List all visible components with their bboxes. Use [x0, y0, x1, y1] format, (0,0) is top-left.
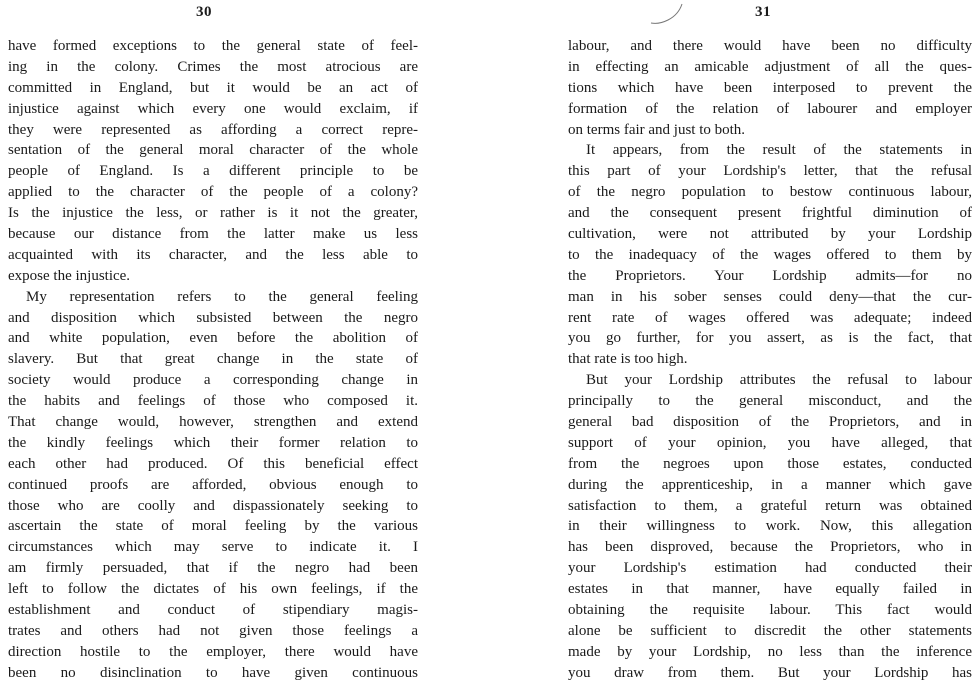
text-line: rent rate of wages offered was adequate; indeed: [568, 309, 972, 326]
text-line: slavery. But that great change in the state of: [8, 351, 418, 368]
page-number: 31: [755, 4, 771, 20]
text-line: during the apprenticeship, in a manner which gave: [568, 476, 972, 493]
text-line: has been disproved, because the Proprietors, who in: [568, 539, 972, 556]
text-line: acquainted with its character, and the less able to: [8, 246, 418, 263]
text-line: applied to the character of the people of a colony?: [8, 184, 418, 201]
pencil-mark-icon: [648, 2, 688, 30]
text-line: That change would, however, strengthen and extend: [8, 414, 418, 431]
text-line: labour, and there would have been no difficulty: [568, 38, 972, 54]
left-page: [8, 0, 418, 681]
text-line: people of England. Is a different principle to be: [8, 163, 418, 180]
text-line: principally to the general misconduct, and the: [568, 393, 972, 410]
text-line: circumstances which may serve to indicate it. I: [8, 539, 418, 556]
text-line: formation of the relation of labourer and employer: [568, 100, 972, 117]
text-line: cultivation, were not attributed by your Lordship: [568, 226, 972, 243]
text-line: ascertain the state of moral feeling by the various: [8, 518, 418, 535]
text-line: the Proprietors. Your Lordship admits—for no: [568, 267, 972, 284]
text-line: ing in the colony. Crimes the most atrocious are: [8, 58, 418, 75]
text-line: from the negroes upon those estates, conducted: [568, 455, 972, 472]
text-line: My representation refers to the general feeling: [26, 288, 418, 305]
text-line: to the inadequacy of the wages offered to them by: [568, 246, 972, 263]
text-line: general bad disposition of the Proprietors, and in: [568, 414, 972, 431]
text-line: But your Lordship attributes the refusal to labour: [586, 372, 972, 389]
right-page: [568, 0, 972, 681]
text-line: committed in England, but it would be an act of: [8, 79, 418, 96]
text-line: have formed exceptions to the general state of feel-: [8, 38, 418, 54]
page-number: 30: [196, 4, 212, 20]
text-line: satisfaction to them, a grateful return was obtained: [568, 497, 972, 514]
text-line: establishment and conduct of stipendiary magis-: [8, 602, 418, 619]
text-line: those who are coolly and dispassionately seeking to: [8, 497, 418, 514]
text-line: man in his sober senses could deny—that the cur-: [568, 288, 972, 305]
text-line: you go further, for you assert, as is the fact, that: [568, 330, 972, 347]
text-line: trates and others had not given those feelings a: [8, 622, 418, 639]
text-line: tions which have been interposed to prevent the: [568, 79, 972, 96]
text-line: and disposition which subsisted between the negro: [8, 309, 418, 326]
text-line: you draw from them. But your Lordship has: [568, 664, 972, 681]
text-line: continued proofs are afforded, obvious enough to: [8, 476, 418, 493]
text-line: of the negro population to bestow continuous labour,: [568, 184, 972, 201]
text-line: and the consequent present frightful diminution of: [568, 205, 972, 222]
text-line: injustice against which every one would exclaim, if: [8, 100, 418, 117]
text-line: It appears, from the result of the statements in: [586, 142, 972, 159]
text-line: sentation of the general moral character of the whole: [8, 142, 418, 159]
text-line: am firmly persuaded, that if the negro had been: [8, 560, 418, 577]
text-line: society would produce a corresponding change in: [8, 372, 418, 389]
text-line: this part of your Lordship's letter, that the refusal: [568, 163, 972, 180]
text-line: left to follow the dictates of his own feelings, if the: [8, 581, 418, 598]
text-line: support of your opinion, you have alleged, that: [568, 434, 972, 451]
page-body: [8, 36, 418, 684]
text-line: Is the injustice the less, or rather is it not the greater,: [8, 205, 418, 222]
text-line: they were represented as affording a correct repre-: [8, 121, 418, 138]
text-line: and white population, even before the abolition of: [8, 330, 418, 347]
text-line: alone be sufficient to discredit the other statements: [568, 622, 972, 639]
text-line: your Lordship's estimation had conducted their: [568, 560, 972, 577]
text-line: the kindly feelings which their former relation to: [8, 434, 418, 451]
text-line: on terms fair and just to both.: [568, 121, 746, 138]
text-line: obtaining the requisite labour. This fact would: [568, 602, 972, 619]
text-line: made by your Lordship, no less than the inference: [568, 643, 972, 660]
text-line: because our distance from the latter make us less: [8, 226, 418, 243]
text-line: the habits and feelings of those who composed it.: [8, 393, 418, 410]
page-body: [568, 36, 972, 684]
text-line: each other had produced. Of this beneficial effect: [8, 455, 418, 472]
text-line: been no disinclination to have given continuous: [8, 664, 418, 681]
text-line: in their willingness to work. Now, this allegation: [568, 518, 972, 535]
text-line: in effecting an amicable adjustment of all the ques-: [568, 58, 972, 75]
text-line: that rate is too high.: [568, 351, 688, 368]
text-line: estates in that manner, have equally failed in: [568, 581, 972, 598]
text-line: expose the injustice.: [8, 267, 131, 284]
text-line: direction hostile to the employer, there would have: [8, 643, 418, 660]
